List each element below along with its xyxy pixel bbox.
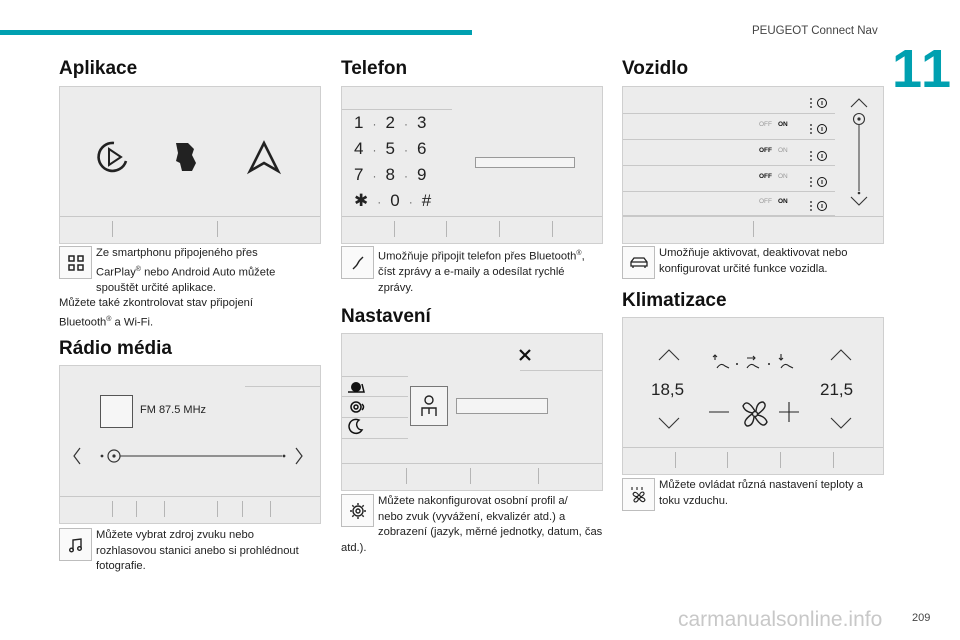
night-mode-icon (349, 419, 362, 433)
prev-station-icon (74, 448, 80, 464)
klimatizace-title: Klimatizace (622, 290, 727, 311)
vozidlo-title: Vozidlo (622, 58, 689, 79)
toggle-1[interactable]: OFF ON (759, 121, 788, 128)
music-note-icon (59, 528, 92, 561)
keypad-separator: · (403, 143, 408, 157)
keypad-key[interactable]: 7 (354, 165, 364, 184)
climate-fan-icon (622, 478, 655, 511)
toggle-2[interactable]: OFF ON (759, 147, 788, 154)
scroll-down-icon (851, 197, 867, 205)
temp-right-down-icon[interactable] (829, 416, 853, 430)
keypad-row (354, 165, 426, 185)
apps-grid-icon (59, 246, 92, 279)
chapter-number: 11 (892, 39, 954, 99)
keypad-row (354, 113, 426, 133)
keypad-separator: · (403, 117, 408, 131)
keypad-separator: · (372, 169, 377, 183)
keypad-key[interactable]: # (421, 191, 432, 210)
header-accent-bar (0, 30, 472, 35)
keypad-key[interactable]: 3 (416, 113, 427, 132)
toggle-3[interactable]: OFF ON (759, 173, 788, 180)
vehicle-row-icons[interactable] (807, 95, 829, 215)
telefon-description: Umožňuje připojit telefon přes Bluetooth®, číst zprávy a e-maily a odesílat rychlé zprávy. (341, 246, 605, 296)
keypad-key[interactable]: 8 (385, 165, 395, 184)
watermark: carmanualsonline.info (678, 608, 883, 631)
play-icon (99, 143, 126, 171)
profile-icon (348, 382, 364, 392)
keypad-separator: · (403, 169, 408, 183)
fan-increase-icon (779, 402, 799, 422)
station-frequency: FM 87.5 MHz (140, 404, 207, 416)
tuner-slider[interactable] (72, 444, 312, 468)
temp-left-up-icon[interactable] (657, 348, 681, 362)
temp-left-value: 18,5 (651, 380, 685, 399)
nastaveni-screen (341, 333, 603, 491)
vozidlo-description: Umožňuje aktivovat, deaktivovat nebo konfigurovat určité funkce vozidla. (622, 246, 884, 281)
keypad-row (354, 139, 426, 159)
aplikace-app-icons (96, 139, 286, 175)
airflow-direction-icons[interactable] (711, 352, 803, 372)
telefon-screen (341, 86, 603, 244)
peugeot-lion-icon (176, 143, 196, 171)
keypad-key[interactable]: 1 (354, 113, 364, 132)
keypad-separator: · (377, 195, 382, 209)
keypad-key[interactable]: 6 (416, 139, 427, 158)
scroll-up-icon (851, 99, 867, 107)
vozidlo-screen (622, 86, 884, 244)
user-profile-icon[interactable] (410, 386, 448, 426)
settings-menu-icons[interactable] (346, 380, 370, 436)
temp-right-value: 21,5 (820, 380, 854, 399)
station-artwork (100, 395, 133, 428)
page-number: 209 (912, 612, 931, 624)
keypad-key[interactable]: 9 (416, 165, 427, 184)
phone-handset-icon (341, 246, 374, 279)
android-auto-icon (250, 143, 278, 171)
car-icon (622, 246, 655, 279)
keypad-key[interactable]: ✱ (354, 191, 369, 210)
radio-description: Můžete vybrat zdroj zvuku nebo rozhlasovou stanici anebo si prohlédnout fotografie. (59, 528, 321, 575)
klimatizace-description: Můžete ovládat různá nastavení teploty a toku vzduchu. (622, 478, 890, 513)
klimatizace-screen (622, 317, 884, 475)
radio-title: Rádio média (59, 338, 172, 359)
aplikace-description: Ze smartphonu připojeného přes CarPlay® nebo Android Auto můžete spouštět určité aplikace. Můžete také zkontrolovat stav připojení Bluetooth® a Wi-Fi. (59, 247, 276, 329)
temp-left-down-icon[interactable] (657, 416, 681, 430)
header-title: PEUGEOT Connect Nav (752, 25, 878, 37)
aplikace-title: Aplikace (59, 58, 138, 79)
keypad-separator: · (372, 117, 377, 131)
close-icon[interactable] (518, 348, 532, 362)
next-station-icon (296, 448, 302, 464)
nastaveni-title: Nastavení (341, 306, 431, 327)
temp-right-up-icon[interactable] (829, 348, 853, 362)
profile-name-field[interactable] (456, 398, 548, 414)
toggle-4[interactable]: OFF ON (759, 198, 788, 205)
keypad-separator: · (408, 195, 413, 209)
keypad-separator: · (372, 143, 377, 157)
nastaveni-description: Můžete nakonfigurovat osobní profil a/ nebo zvuk (vyvážení, ekvalizér atd.) a zobrazení (jazyk, měrné jednotky, datum, čas atd.). (341, 495, 603, 554)
telefon-title: Telefon (341, 58, 408, 79)
gear-icon (341, 494, 374, 527)
keypad-key[interactable]: 5 (385, 139, 395, 158)
fan-icon (743, 402, 767, 426)
phone-number-field[interactable] (475, 157, 575, 168)
aplikace-screen (59, 86, 321, 244)
vehicle-scroll[interactable] (847, 97, 873, 207)
info-icon (818, 99, 827, 211)
keypad-row (354, 191, 431, 211)
radio-screen (59, 365, 321, 524)
keypad-key[interactable]: 4 (354, 139, 364, 158)
fan-controls[interactable] (707, 396, 803, 432)
keypad-key[interactable]: 2 (385, 113, 395, 132)
sound-settings-icon (351, 402, 364, 412)
keypad-key[interactable]: 0 (390, 191, 400, 210)
